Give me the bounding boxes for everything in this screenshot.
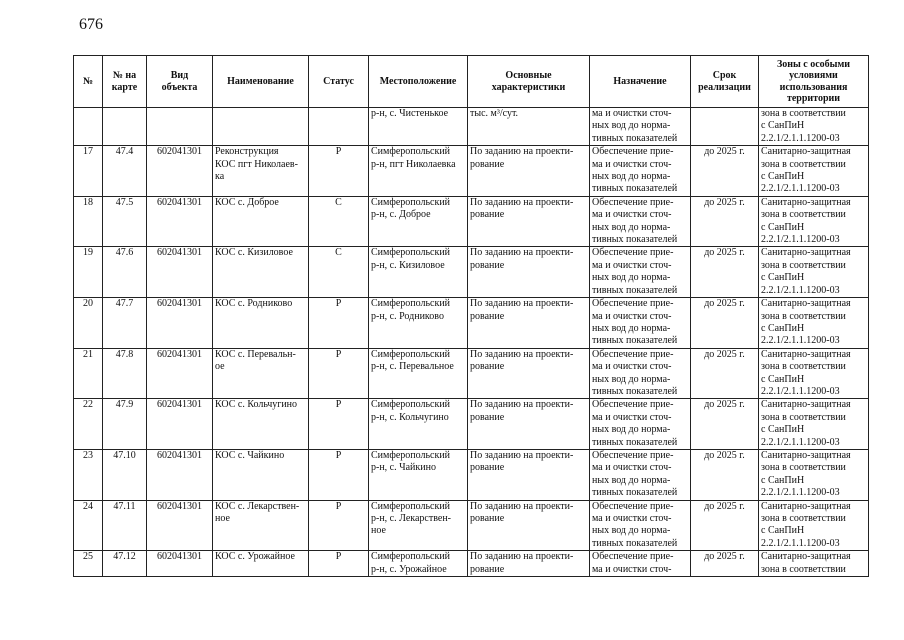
cell-characteristics: По заданию на проекти- рование	[468, 399, 590, 450]
cell-special-zones: Санитарно-защитная зона в соответствии с СанПиН 2.2.1/2.1.1.1200-03	[759, 196, 869, 247]
cell-status: Р	[309, 348, 369, 399]
table-row	[74, 449, 869, 500]
cell-location: Симферопольский р-н, с. Урожайное	[369, 551, 468, 577]
cell-name: Реконструкция КОС пгт Николаев- ка	[213, 146, 309, 197]
cell-row-number: 24	[74, 500, 103, 551]
cell-map-number: 47.5	[103, 196, 147, 247]
cell-special-zones: Санитарно-защитная зона в соответствии с СанПиН 2.2.1/2.1.1.1200-03	[759, 500, 869, 551]
cell-map-number: 47.9	[103, 399, 147, 450]
header-row	[74, 56, 869, 108]
cell-status	[309, 108, 369, 146]
continuation-row	[74, 108, 869, 146]
cell-special-zones: Санитарно-защитная зона в соответствии с СанПиН 2.2.1/2.1.1.1200-03	[759, 399, 869, 450]
cell-name: КОС с. Перевальн- ое	[213, 348, 309, 399]
table-row	[74, 348, 869, 399]
cell-row-number	[74, 108, 103, 146]
cell-purpose: Обеспечение прие- ма и очистки сточ- ных вод до норма- тивных показателей	[590, 247, 691, 298]
cell-map-number: 47.11	[103, 500, 147, 551]
cell-purpose: Обеспечение прие- ма и очистки сточ-	[590, 551, 691, 577]
cell-map-number	[103, 108, 147, 146]
cell-location: Симферопольский р-н, с. Кольчугино	[369, 399, 468, 450]
cell-map-number: 47.6	[103, 247, 147, 298]
cell-map-number: 47.4	[103, 146, 147, 197]
cell-characteristics: тыс. м³/сут.	[468, 108, 590, 146]
cell-deadline: до 2025 г.	[691, 196, 759, 247]
cell-location: р-н, с. Чистенькое	[369, 108, 468, 146]
cell-characteristics: По заданию на проекти- рование	[468, 146, 590, 197]
cell-object-type: 602041301	[147, 551, 213, 577]
cell-object-type: 602041301	[147, 500, 213, 551]
cell-location: Симферопольский р-н, с. Лекарствен- ное	[369, 500, 468, 551]
cell-characteristics: По заданию на проекти- рование	[468, 551, 590, 577]
cell-name: КОС с. Кольчугино	[213, 399, 309, 450]
cell-special-zones: Санитарно-защитная зона в соответствии с СанПиН 2.2.1/2.1.1.1200-03	[759, 247, 869, 298]
cell-row-number: 22	[74, 399, 103, 450]
cell-characteristics: По заданию на проекти- рование	[468, 247, 590, 298]
table-header	[74, 56, 869, 108]
cell-object-type: 602041301	[147, 399, 213, 450]
cell-status: С	[309, 196, 369, 247]
cell-characteristics: По заданию на проекти- рование	[468, 298, 590, 349]
cell-location: Симферопольский р-н, с. Чайкино	[369, 449, 468, 500]
cell-characteristics: По заданию на проекти- рование	[468, 500, 590, 551]
cell-purpose: Обеспечение прие- ма и очистки сточ- ных вод до норма- тивных показателей	[590, 146, 691, 197]
cell-object-type	[147, 108, 213, 146]
cell-location: Симферопольский р-н, с. Кизиловое	[369, 247, 468, 298]
header-location: Местоположение	[369, 56, 468, 108]
cell-name: КОС с. Кизиловое	[213, 247, 309, 298]
table-row	[74, 146, 869, 197]
cell-purpose: Обеспечение прие- ма и очистки сточ- ных вод до норма- тивных показателей	[590, 348, 691, 399]
cell-special-zones: Санитарно-защитная зона в соответствии	[759, 551, 869, 577]
header-special-zones: Зоны с особыми условиями использования территории	[759, 56, 869, 108]
cell-special-zones: Санитарно-защитная зона в соответствии с СанПиН 2.2.1/2.1.1.1200-03	[759, 449, 869, 500]
cell-row-number: 21	[74, 348, 103, 399]
cell-status: Р	[309, 399, 369, 450]
cell-status: Р	[309, 449, 369, 500]
cell-location: Симферопольский р-н, с. Доброе	[369, 196, 468, 247]
cell-object-type: 602041301	[147, 247, 213, 298]
header-row-number: №	[74, 56, 103, 108]
cell-row-number: 19	[74, 247, 103, 298]
cell-purpose: Обеспечение прие- ма и очистки сточ- ных вод до норма- тивных показателей	[590, 298, 691, 349]
cell-status: С	[309, 247, 369, 298]
cell-map-number: 47.7	[103, 298, 147, 349]
header-purpose: Назначение	[590, 56, 691, 108]
table-row	[74, 298, 869, 349]
table-row	[74, 399, 869, 450]
cell-characteristics: По заданию на проекти- рование	[468, 348, 590, 399]
cell-object-type: 602041301	[147, 348, 213, 399]
cell-location: Симферопольский р-н, с. Родниково	[369, 298, 468, 349]
cell-purpose: Обеспечение прие- ма и очистки сточ- ных вод до норма- тивных показателей	[590, 196, 691, 247]
cell-row-number: 18	[74, 196, 103, 247]
cell-name: КОС с. Родниково	[213, 298, 309, 349]
cell-purpose: Обеспечение прие- ма и очистки сточ- ных вод до норма- тивных показателей	[590, 500, 691, 551]
header-status: Статус	[309, 56, 369, 108]
header-characteristics: Основные характеристики	[468, 56, 590, 108]
cell-status: Р	[309, 298, 369, 349]
cell-deadline	[691, 108, 759, 146]
table-row	[74, 500, 869, 551]
cell-status: Р	[309, 146, 369, 197]
cell-deadline: до 2025 г.	[691, 500, 759, 551]
cell-special-zones: Санитарно-защитная зона в соответствии с СанПиН 2.2.1/2.1.1.1200-03	[759, 348, 869, 399]
cell-deadline: до 2025 г.	[691, 449, 759, 500]
table-row	[74, 196, 869, 247]
header-deadline: Срок реализации	[691, 56, 759, 108]
cell-row-number: 25	[74, 551, 103, 577]
header-map-number: № на карте	[103, 56, 147, 108]
cell-row-number: 23	[74, 449, 103, 500]
cell-name: КОС с. Доброе	[213, 196, 309, 247]
cell-purpose: Обеспечение прие- ма и очистки сточ- ных вод до норма- тивных показателей	[590, 449, 691, 500]
cell-purpose: Обеспечение прие- ма и очистки сточ- ных вод до норма- тивных показателей	[590, 399, 691, 450]
cell-characteristics: По заданию на проекти- рование	[468, 449, 590, 500]
cell-status: Р	[309, 500, 369, 551]
cell-deadline: до 2025 г.	[691, 247, 759, 298]
cell-deadline: до 2025 г.	[691, 146, 759, 197]
cell-special-zones: Санитарно-защитная зона в соответствии с СанПиН 2.2.1/2.1.1.1200-03	[759, 298, 869, 349]
cell-location: Симферопольский р-н, пгт Николаевка	[369, 146, 468, 197]
cell-object-type: 602041301	[147, 449, 213, 500]
cell-special-zones: Санитарно-защитная зона в соответствии с СанПиН 2.2.1/2.1.1.1200-03	[759, 146, 869, 197]
cell-object-type: 602041301	[147, 196, 213, 247]
cell-row-number: 17	[74, 146, 103, 197]
cell-map-number: 47.12	[103, 551, 147, 577]
cell-deadline: до 2025 г.	[691, 551, 759, 577]
cell-name	[213, 108, 309, 146]
cell-location: Симферопольский р-н, с. Перевальное	[369, 348, 468, 399]
table-row	[74, 551, 869, 577]
cell-characteristics: По заданию на проекти- рование	[468, 196, 590, 247]
cell-name: КОС с. Лекарствен- ное	[213, 500, 309, 551]
cell-name: КОС с. Урожайное	[213, 551, 309, 577]
cell-row-number: 20	[74, 298, 103, 349]
cell-name: КОС с. Чайкино	[213, 449, 309, 500]
table-body	[74, 108, 869, 577]
cell-deadline: до 2025 г.	[691, 298, 759, 349]
cell-deadline: до 2025 г.	[691, 348, 759, 399]
planning-objects-table	[73, 55, 869, 577]
page-number: 676	[79, 16, 103, 33]
cell-status: Р	[309, 551, 369, 577]
header-object-type: Вид объекта	[147, 56, 213, 108]
cell-special-zones: зона в соответствии с СанПиН 2.2.1/2.1.1.1200-03	[759, 108, 869, 146]
cell-object-type: 602041301	[147, 298, 213, 349]
cell-map-number: 47.8	[103, 348, 147, 399]
cell-map-number: 47.10	[103, 449, 147, 500]
header-name: Наименование	[213, 56, 309, 108]
cell-object-type: 602041301	[147, 146, 213, 197]
cell-deadline: до 2025 г.	[691, 399, 759, 450]
cell-purpose: ма и очистки сточ- ных вод до норма- тивных показателей	[590, 108, 691, 146]
table-row	[74, 247, 869, 298]
